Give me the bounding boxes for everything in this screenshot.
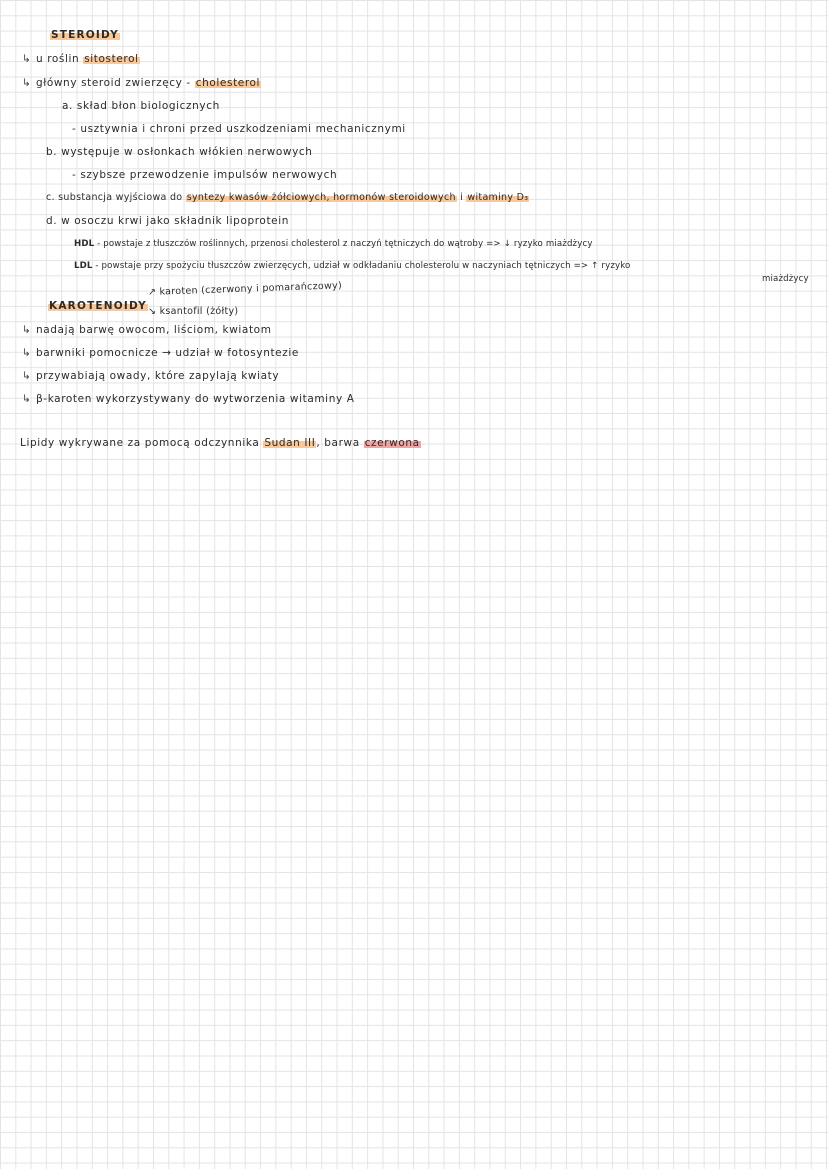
- highlight-synthesis: syntezy kwasów żółciowych, hormonów steroidowych: [186, 192, 456, 203]
- point-b: b. występuje w osłonkach włókien nerwowych: [46, 146, 313, 158]
- line-text: główny steroid zwierzęcy -: [36, 77, 195, 89]
- ldl-continuation: miażdżycy: [762, 274, 809, 284]
- branch-text: karoten (czerwony i pomarańczowy): [159, 280, 343, 298]
- line-text: przywabiają owady, które zapylają kwiaty: [36, 370, 280, 382]
- heading-steroidy: [50, 28, 120, 42]
- highlight-cholesterol: cholesterol: [195, 77, 261, 89]
- arrow-icon: ↳: [22, 393, 32, 405]
- hdl-label: HDL: [74, 239, 95, 249]
- point-d: d. w osoczu krwi jako składnik lipoprotein: [46, 215, 289, 227]
- arrow-icon: ↳: [22, 53, 32, 65]
- hdl-line: [68, 237, 593, 251]
- point-a-sub: - usztywnia i chroni przed uszkodzeniami mechanicznymi: [72, 123, 406, 135]
- highlight-red: czerwona: [364, 437, 420, 449]
- karotenoidy-line-1: [22, 323, 272, 337]
- branch-arrow-icon: ↘: [148, 306, 157, 317]
- heading-steroidy-text: STEROIDY: [51, 29, 119, 41]
- karotenoidy-branch-karoten: [148, 279, 343, 300]
- line-text: Lipidy wykrywane za pomocą odczynnika: [20, 437, 264, 449]
- ldl-line: [68, 259, 630, 273]
- ldl-text: - powstaje przy spożyciu tłuszczów zwierzęcych, udział w odkładaniu cholesterolu w naczyniach tętniczych => ↑ ryzyko: [92, 261, 631, 271]
- sudan-line: [20, 436, 421, 450]
- highlight-vitamin-d3: witaminy D₃: [467, 192, 529, 203]
- ldl-label: LDL: [74, 261, 93, 271]
- line-text: β-karoten wykorzystywany do wytworzenia witaminy A: [36, 393, 355, 405]
- branch-arrow-icon: ↗: [147, 286, 157, 298]
- point-b-sub: - szybsze przewodzenie impulsów nerwowych: [72, 169, 338, 181]
- steroidy-line-cholesterol: [22, 76, 261, 90]
- arrow-icon: ↳: [22, 347, 32, 359]
- branch-text: ksantofil (żółty): [159, 306, 239, 317]
- karotenoidy-branch-ksantofil: [148, 305, 238, 319]
- arrow-icon: ↳: [22, 370, 32, 382]
- karotenoidy-line-2: [22, 346, 299, 360]
- arrow-icon: ↳: [22, 77, 32, 89]
- highlight-sitosterol: sitosterol: [84, 53, 139, 65]
- line-text: , barwa: [316, 437, 364, 449]
- point-a: a. skład błon biologicznych: [62, 100, 220, 112]
- hdl-text: - powstaje z tłuszczów roślinnych, przenosi cholesterol z naczyń tętniczych do wątroby => ↓ ryzyko miażdżycy: [94, 239, 593, 249]
- line-text: nadają barwę owocom, liściom, kwiatom: [36, 324, 272, 336]
- line-text: barwniki pomocnicze → udział w fotosyntezie: [36, 347, 299, 359]
- arrow-icon: ↳: [22, 324, 32, 336]
- heading-karotenoidy: [48, 299, 148, 313]
- heading-karotenoidy-text: KAROTENOIDY: [49, 300, 147, 312]
- point-c: [46, 191, 529, 205]
- line-text: u roślin: [36, 53, 84, 65]
- highlight-sudan: Sudan III: [264, 437, 316, 449]
- line-text: c. substancja wyjściowa do: [46, 192, 186, 203]
- steroidy-line-sitosterol: [22, 52, 140, 66]
- karotenoidy-line-3: [22, 369, 279, 383]
- karotenoidy-line-4: [22, 392, 354, 406]
- line-text: i: [456, 192, 467, 203]
